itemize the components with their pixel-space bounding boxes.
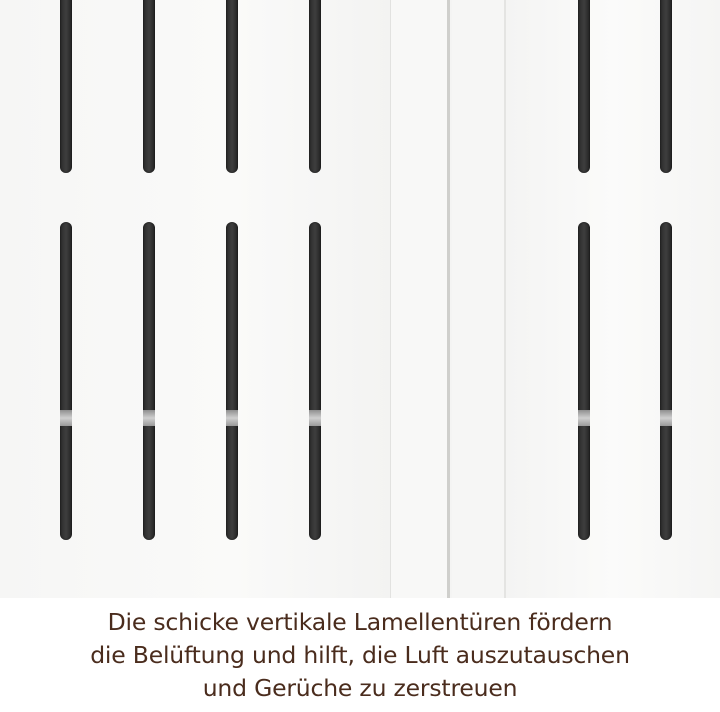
shelf-edge [309, 410, 321, 426]
vent-slot [309, 0, 321, 173]
shelf-edge [578, 410, 590, 426]
vent-slot [660, 222, 672, 540]
right-door-panel [506, 0, 720, 598]
vent-slot [660, 0, 672, 173]
vent-slot [578, 222, 590, 540]
cabinet-frame [390, 0, 448, 598]
left-door-panel [0, 0, 390, 598]
vent-slot [309, 222, 321, 540]
caption-line: die Belüftung und hilft, die Luft auszutauschen [90, 640, 630, 669]
caption-line: Die schicke vertikale Lamellentüren fördern [107, 607, 613, 636]
vent-slot [143, 0, 155, 173]
shelf-edge [143, 410, 155, 426]
vent-slot [60, 0, 72, 173]
cabinet-frame [452, 0, 504, 598]
shelf-edge [226, 410, 238, 426]
shelf-edge [660, 410, 672, 426]
caption-line: und Gerüche zu zerstreuen [202, 673, 518, 702]
shelf-edge [60, 410, 72, 426]
vent-slot [578, 0, 590, 173]
vent-slot [143, 222, 155, 540]
door-gap [447, 0, 450, 598]
product-caption [0, 598, 720, 712]
vent-slot [226, 0, 238, 173]
vent-slot [226, 222, 238, 540]
vent-slot [60, 222, 72, 540]
